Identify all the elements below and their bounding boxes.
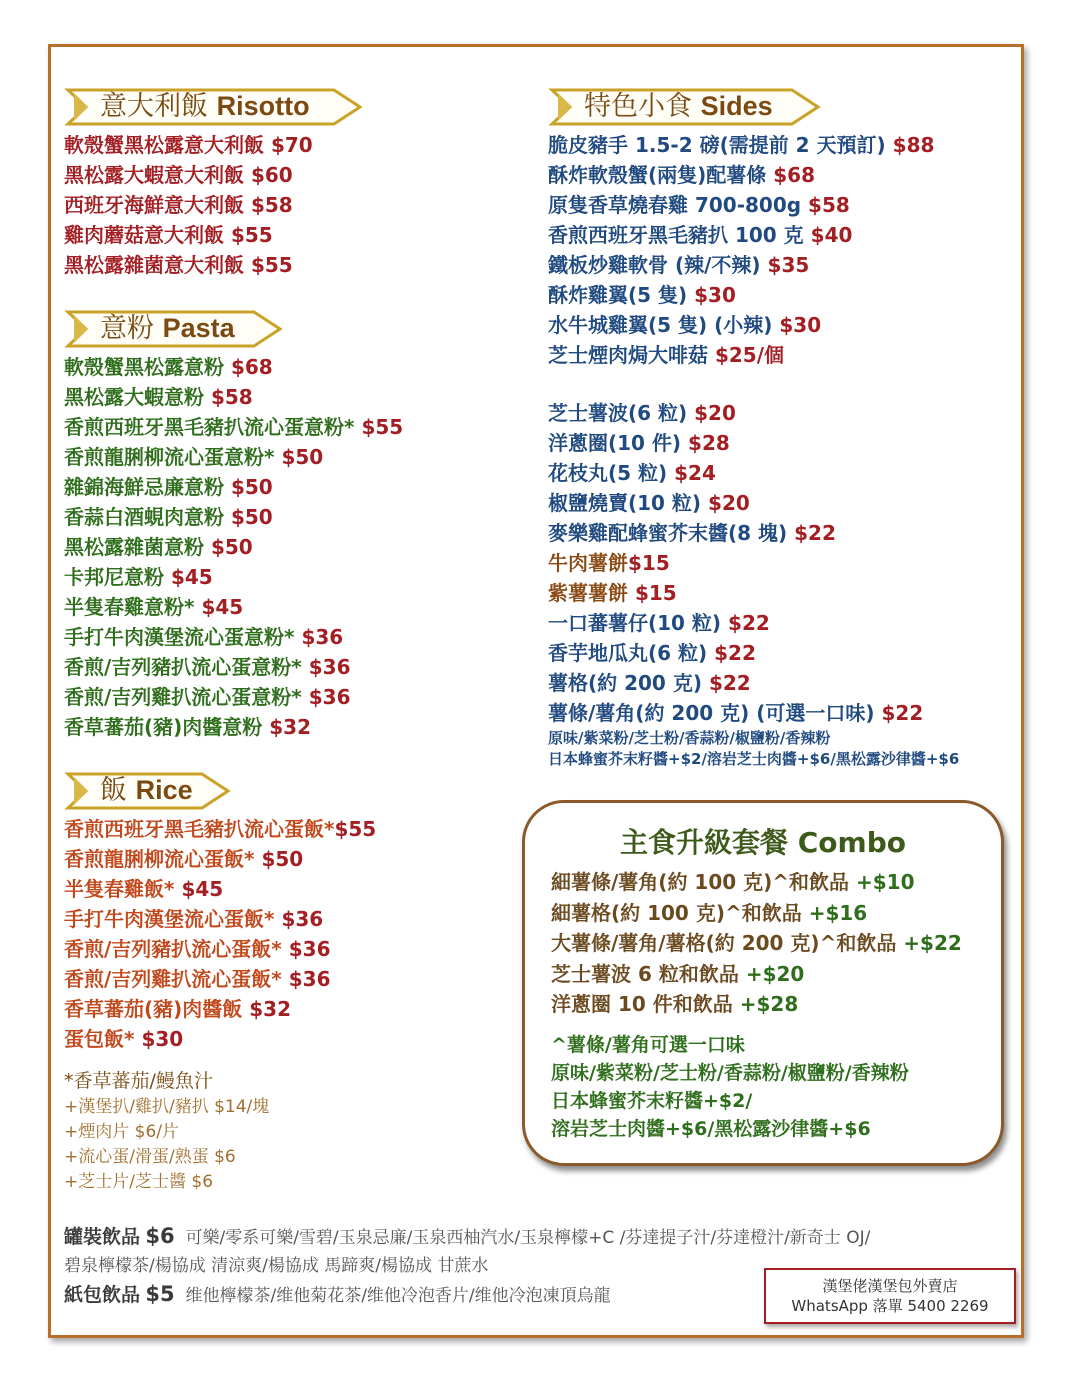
combo-box xyxy=(522,800,1004,1166)
pasta-banner xyxy=(64,310,504,348)
pasta-title: 意粉 Pasta xyxy=(100,313,235,344)
list-item: 芝士薯波(6 粒) $20 xyxy=(548,401,736,425)
list-item: 香蒜白酒蜆肉意粉 $50 xyxy=(64,505,273,529)
list-item: 花枝丸(5 粒) $24 xyxy=(548,461,716,485)
list-item: 原隻香草燒春雞 700-800g $58 xyxy=(548,193,850,217)
combo-note: 日本蜂蜜芥末籽醬+$2/ xyxy=(551,1090,753,1112)
list-item: 雜錦海鮮忌廉意粉 $50 xyxy=(64,475,273,499)
list-item: 卡邦尼意粉 $45 xyxy=(64,565,213,589)
list-item: 手打牛肉漢堡流心蛋飯* $36 xyxy=(64,907,324,931)
addon-note: +漢堡扒/雞扒/豬扒 $14/塊 xyxy=(64,1097,270,1117)
combo-note: 原味/紫菜粉/芝士粉/香蒜粉/椒鹽粉/香辣粉 xyxy=(551,1062,909,1084)
list-item: 黑松露雜菌意大利飯 $55 xyxy=(64,253,293,277)
list-item: 一口蕃薯仔(10 粒) $22 xyxy=(548,611,770,635)
list-item: 半隻春雞意粉* $45 xyxy=(64,595,244,619)
left-column xyxy=(64,88,504,1195)
rice-title: 飯 Rice xyxy=(100,775,193,806)
pack-drinks: 紙包飲品 $5 维他檸檬茶/维他菊花茶/维他冷泡香片/维他冷泡凍頂烏龍 xyxy=(64,1282,611,1306)
list-item: 洋蔥圈(10 件) $28 xyxy=(548,431,730,455)
list-item: 黑松露大蝦意大利飯 $60 xyxy=(64,163,293,187)
snacks-list-brown xyxy=(548,548,1018,608)
list-item: 西班牙海鮮意大利飯 $58 xyxy=(64,193,293,217)
list-item: 手打牛肉漢堡流心蛋意粉* $36 xyxy=(64,625,344,649)
list-item: 細薯格(約 100 克)^和飲品 +$16 xyxy=(551,900,868,925)
list-item: 酥炸雞翼(5 隻) $30 xyxy=(548,283,736,307)
canned-drinks: 罐裝飲品 $6 可樂/零系可樂/雪碧/玉泉忌廉/玉泉西柚汽水/玉泉檸檬+C /芬達提子汁/芬達橙汁/新奇士 OJ/ xyxy=(64,1224,871,1248)
list-item: 黑松露雜菌意粉 $50 xyxy=(64,535,253,559)
rice-list xyxy=(64,814,504,1054)
combo-note: ^薯條/薯角可選一口味 xyxy=(551,1034,745,1056)
sides-list xyxy=(548,130,1018,370)
list-item: 牛肉薯餅$15 xyxy=(548,551,670,575)
risotto-banner xyxy=(64,88,504,126)
combo-title: 主食升級套餐 Combo xyxy=(620,826,906,859)
list-item: 細薯條/薯角(約 100 克)^和飲品 +$10 xyxy=(551,870,915,894)
combo-note: 溶岩芝士肉醬+$6/黑松露沙律醬+$6 xyxy=(551,1118,871,1140)
addon-note: +芝士片/芝士醬 $6 xyxy=(64,1172,214,1192)
list-item: 黑松露大蝦意粉 $58 xyxy=(64,385,253,409)
list-item: 香草蕃茄(豬)肉醬意粉 $32 xyxy=(64,715,311,739)
right-column xyxy=(548,88,1018,770)
sauce-options: 日本蜂蜜芥末籽醬+$2/溶岩芝士肉醬+$6/黑松露沙律醬+$6 xyxy=(548,750,960,768)
sides-title: 特色小食 Sides xyxy=(584,91,773,122)
rice-banner xyxy=(64,772,504,810)
sides-banner xyxy=(548,88,1018,126)
rice-notes xyxy=(64,1068,504,1195)
list-item: 香煎/吉列豬扒流心蛋飯* $36 xyxy=(64,937,331,961)
snacks-list-2 xyxy=(548,608,1018,728)
pasta-list xyxy=(64,352,504,742)
combo-notes xyxy=(551,1031,909,1143)
risotto-title: 意大利飯 Risotto xyxy=(100,91,310,122)
list-item: 香煎西班牙黑毛豬扒流心蛋意粉* $55 xyxy=(64,415,404,439)
list-item: 香煎西班牙黑毛豬扒流心蛋飯*$55 xyxy=(64,817,377,841)
list-item: 香煎龍脷柳流心蛋意粉* $50 xyxy=(64,445,324,469)
list-item: 酥炸軟殼蟹(兩隻)配薯條 $68 xyxy=(548,163,815,187)
snacks-list xyxy=(548,398,1018,548)
list-item: 薯條/薯角(約 200 克) (可選一口味) $22 xyxy=(548,701,924,725)
list-item: 芝士薯波 6 粒和飲品 +$20 xyxy=(551,961,805,986)
flavour-options: 原味/紫菜粉/芝士粉/香蒜粉/椒鹽粉/香辣粉 xyxy=(548,729,831,747)
list-item: 香煎龍脷柳流心蛋飯* $50 xyxy=(64,847,304,871)
list-item: 紫薯薯餅 $15 xyxy=(548,581,677,605)
addon-note: +煙肉片 $6/片 xyxy=(64,1122,180,1142)
sauce-note: *香草蕃茄/鰻魚汁 xyxy=(64,1070,213,1092)
list-item: 蛋包飯* $30 xyxy=(64,1027,184,1051)
whatsapp-order: WhatsApp 落單 5400 2269 xyxy=(791,1297,989,1315)
list-item: 芝士煙肉焗大啡菇 $25/個 xyxy=(548,343,785,367)
canned-drinks-cont: 碧泉檸檬茶/楊協成 清涼爽/楊協成 馬蹄爽/楊協成 甘蔗水 xyxy=(64,1256,489,1276)
list-item: 半隻春雞飯* $45 xyxy=(64,877,224,901)
list-item: 雞肉蘑菇意大利飯 $55 xyxy=(64,223,273,247)
list-item: 水牛城雞翼(5 隻) (小辣) $30 xyxy=(548,313,822,337)
list-item: 香煎/吉列豬扒流心蛋意粉* $36 xyxy=(64,655,351,679)
contact-box xyxy=(764,1268,1016,1324)
list-item: 椒鹽燒賣(10 粒) $20 xyxy=(548,491,750,515)
list-item: 軟殼蟹黑松露意粉 $68 xyxy=(64,355,273,379)
list-item: 香煎西班牙黑毛豬扒 100 克 $40 xyxy=(548,223,853,247)
list-item: 香煎/吉列雞扒流心蛋意粉* $36 xyxy=(64,685,351,709)
addon-note: +流心蛋/滑蛋/熟蛋 $6 xyxy=(64,1147,236,1167)
list-item: 香煎/吉列雞扒流心蛋飯* $36 xyxy=(64,967,331,991)
list-item: 大薯條/薯角/薯格(約 200 克)^和飲品 +$22 xyxy=(551,931,962,955)
list-item: 麥樂雞配蜂蜜芥末醬(8 塊) $22 xyxy=(548,521,836,545)
list-item: 軟殼蟹黑松露意大利飯 $70 xyxy=(64,133,313,157)
combo-list xyxy=(551,867,962,1020)
list-item: 香草蕃茄(豬)肉醬飯 $32 xyxy=(64,997,291,1021)
list-item: 薯格(約 200 克) $22 xyxy=(548,671,751,695)
list-item: 脆皮豬手 1.5-2 磅(需提前 2 天預訂) $88 xyxy=(548,133,935,157)
list-item: 洋蔥圈 10 件和飲品 +$28 xyxy=(551,992,799,1016)
shop-name: 漢堡佬漢堡包外賣店 xyxy=(822,1277,958,1295)
risotto-list xyxy=(64,130,504,280)
list-item: 香芋地瓜丸(6 粒) $22 xyxy=(548,641,756,665)
list-item: 鐵板炒雞軟骨 (辣/不辣) $35 xyxy=(548,253,810,277)
